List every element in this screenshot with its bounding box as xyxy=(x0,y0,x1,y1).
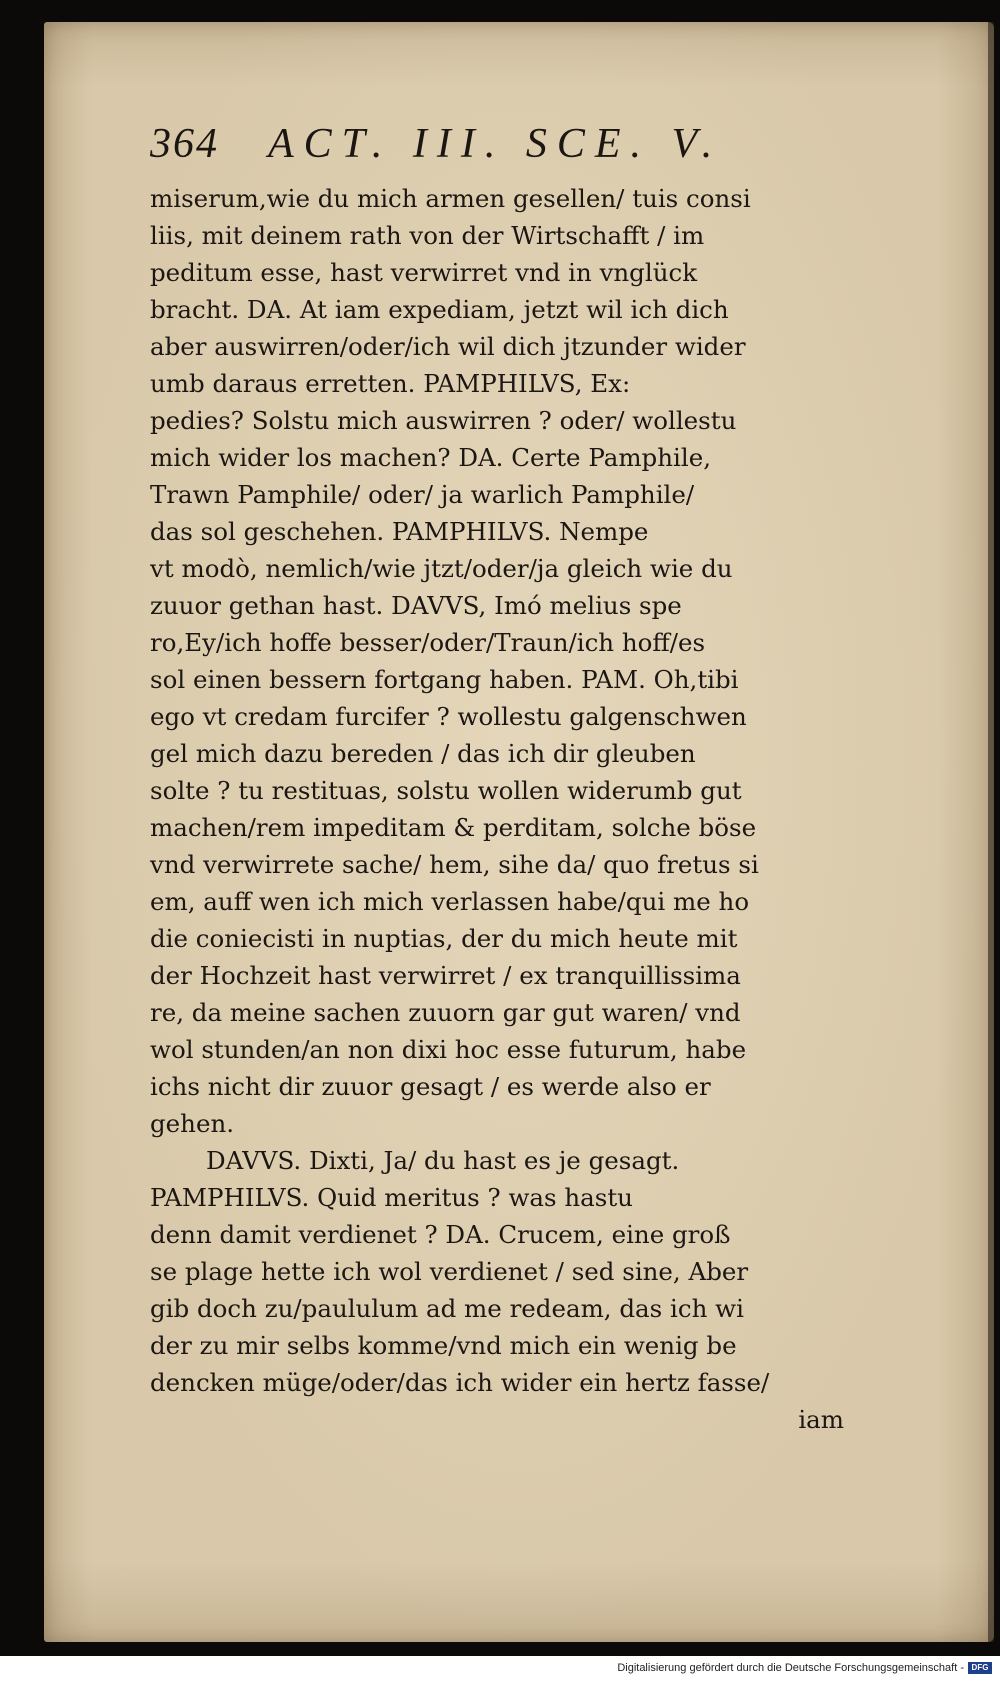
text-line: machen/rem impeditam & perditam, solche böse xyxy=(150,813,757,842)
text-line: die coniecisti in nuptias, der du mich heute mit xyxy=(150,924,738,953)
text-line: vt modò, nemlich/wie jtzt/oder/ja gleich wie du xyxy=(150,554,733,583)
text-line: PAMPHILVS. Quid meritus ? was hastu xyxy=(150,1183,633,1212)
text-line: wol stunden/an non dixi hoc esse futurum, habe xyxy=(150,1035,747,1064)
text-line: Trawn Pamphile/ oder/ ja warlich Pamphile/ xyxy=(150,480,695,509)
text-line: em, auff wen ich mich verlassen habe/qui me ho xyxy=(150,887,750,916)
text-line: pedies? Solstu mich auswirren ? oder/ wollestu xyxy=(150,406,737,435)
text-line: DAVVS. Dixti, Ja/ du hast es je gesagt. xyxy=(206,1146,680,1175)
text-line: umb daraus erretten. PAMPHILVS, Ex: xyxy=(150,369,631,398)
dfg-logo-icon: DFG xyxy=(968,1662,992,1674)
text-line: denn damit verdienet ? DA. Crucem, eine groß xyxy=(150,1220,731,1249)
text-line: ro,Ey/ich hoffe besser/oder/Traun/ich hoff/es xyxy=(150,628,706,657)
text-line: peditum esse, hast verwirret vnd in vnglück xyxy=(150,258,698,287)
text-line: der Hochzeit hast verwirret / ex tranquillissima xyxy=(150,961,741,990)
text-line: das sol geschehen. PAMPHILVS. Nempe xyxy=(150,517,649,546)
text-line: gel mich dazu bereden / das ich dir gleuben xyxy=(150,739,696,768)
text-line: liis, mit deinem rath von der Wirtschafft / im xyxy=(150,221,705,250)
digitization-credit xyxy=(617,1662,992,1674)
text-line: ego vt credam furcifer ? wollestu galgenschwen xyxy=(150,702,747,731)
text-line: aber auswirren/oder/ich wil dich jtzunder wider xyxy=(150,332,746,361)
text-line: vnd verwirrete sache/ hem, sihe da/ quo fretus si xyxy=(150,850,759,879)
running-title: ACT. III. SCE. V. xyxy=(268,121,723,167)
text-line: se plage hette ich wol verdienet / sed sine, Aber xyxy=(150,1257,749,1286)
text-line: solte ? tu restituas, solstu wollen widerumb gut xyxy=(150,776,742,805)
catchword: iam xyxy=(798,1405,844,1434)
body-text xyxy=(150,180,850,1438)
text-line: zuuor gethan hast. DAVVS, Imó melius spe xyxy=(150,591,682,620)
text-line: re, da meine sachen zuuorn gar gut waren/ vnd xyxy=(150,998,741,1027)
text-line: bracht. DA. At iam expediam, jetzt wil ich dich xyxy=(150,295,729,324)
text-line: gib doch zu/paululum ad me redeam, das ich wi xyxy=(150,1294,744,1323)
text-line: sol einen bessern fortgang haben. PAM. Oh,tibi xyxy=(150,665,739,694)
page-number: 364 xyxy=(150,121,219,167)
text-line: miserum,wie du mich armen gesellen/ tuis consi xyxy=(150,184,751,213)
credit-text: Digitalisierung gefördert durch die Deutsche Forschungsgemeinschaft - xyxy=(617,1662,964,1674)
page-edge-shadow xyxy=(988,22,994,1642)
text-line: ichs nicht dir zuuor gesagt / es werde also er xyxy=(150,1072,711,1101)
page-header xyxy=(150,120,850,170)
text-line: gehen. xyxy=(150,1109,235,1138)
text-line: dencken müge/oder/das ich wider ein hertz fasse/ xyxy=(150,1368,770,1397)
text-line: mich wider los machen? DA. Certe Pamphile, xyxy=(150,443,711,472)
text-line: der zu mir selbs komme/vnd mich ein wenig be xyxy=(150,1331,737,1360)
